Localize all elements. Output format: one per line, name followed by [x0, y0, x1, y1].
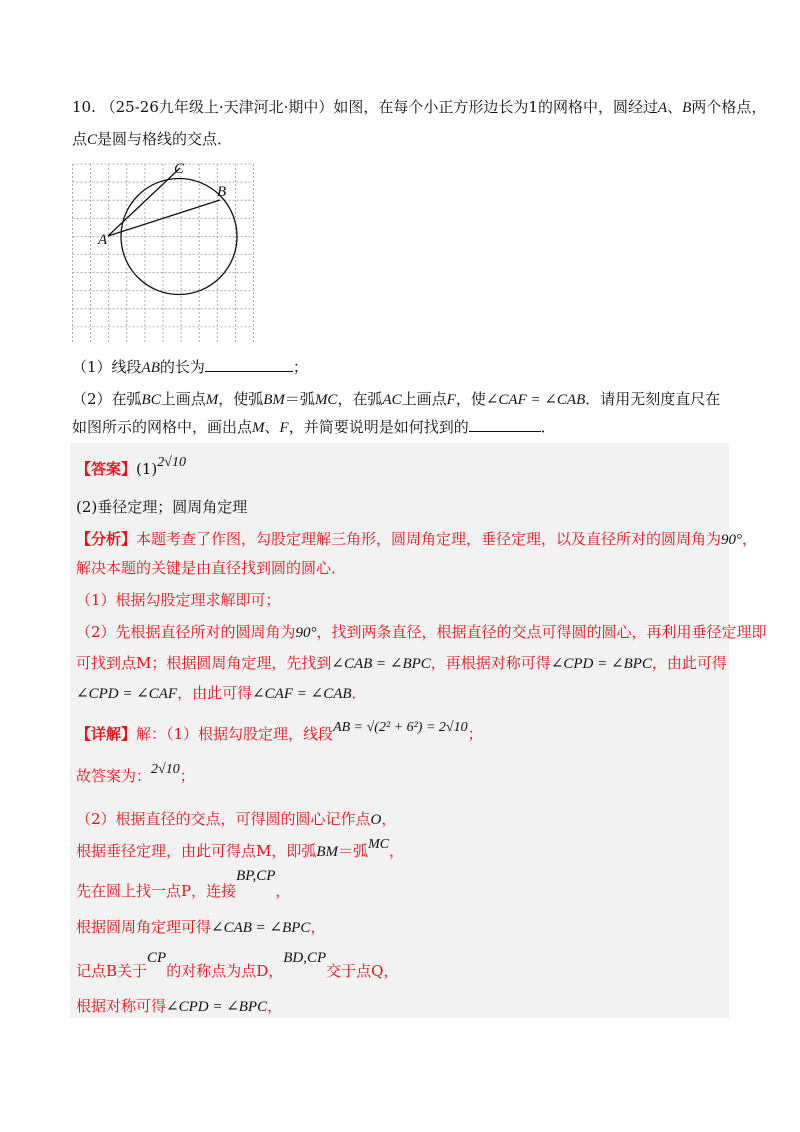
figure-label-b: B	[217, 184, 227, 200]
answer-blank-2[interactable]	[469, 417, 541, 432]
answer-line-2	[76, 496, 247, 518]
analysis-line-2: 解决本题的关键是由直径找到圆的圆心．	[76, 559, 347, 577]
question-line-1: 10. （25-26九年级上·天津河北·期中）如图，在每个小正方形边长为1的网格中，圆经过A、B两个格点，	[72, 98, 767, 116]
question-line-2: 点C是圆与格线的交点．	[72, 130, 233, 148]
detail-line-1: 【详解】解：（1）根据勾股定理，线段AB = √(2² + 6²) = 2√10；	[76, 720, 483, 743]
detail-line-3: （2）根据直径的交点，可得圆的圆心记作点O，	[76, 810, 397, 828]
detail-line-5: 先在圆上找一点P，连接BP,CP，	[76, 868, 291, 900]
answer-line-1: 【答案】(1)2√10	[76, 455, 186, 478]
answer-label: 【答案】	[76, 460, 137, 478]
part-1-line: （1）线段AB的长为 ；	[72, 358, 308, 376]
detail-line-8: 根据对称可得∠CPD = ∠BPC，	[76, 997, 283, 1015]
point-b-label: B	[682, 100, 692, 116]
geometry-figure-svg	[72, 160, 254, 342]
analysis-label: 【分析】	[76, 530, 137, 548]
question-number: 10.	[72, 98, 96, 116]
analysis-line-3: （1）根据勾股定理求解即可；	[76, 591, 281, 609]
figure-label-c: C	[174, 161, 185, 177]
analysis-line-5: 可找到点M；根据圆周角定理，先找到∠CAB = ∠BPC，再根据对称可得∠CPD = ∠BPC，由此可得	[76, 654, 727, 672]
part-2-line-1: （2）在弧BC上画点M，使弧BM＝弧MC，在弧AC上画点F，使∠CAF = ∠CAB．请用无刻度直尺在	[72, 390, 721, 408]
answer-1-value: 2√10	[157, 455, 186, 470]
grid-circle-figure	[72, 160, 254, 346]
point-a-label: A	[657, 100, 668, 116]
answer-blank-1[interactable]	[205, 357, 293, 372]
detail-line-7: 记点B关于CP的对称点为点D，BD,CP交于点Q，	[76, 950, 399, 980]
analysis-line-1: 【分析】本题考查了作图，勾股定理解三角形，圆周角定理，垂径定理，以及直径所对的圆周角为90°，	[76, 530, 758, 548]
point-c-label: C	[87, 132, 98, 148]
detail-line-6: 根据圆周角定理可得∠CAB = ∠BPC，	[76, 918, 326, 936]
detail-line-2: 故答案为：2√10；	[76, 762, 195, 785]
grid-lines	[73, 164, 254, 342]
analysis-line-4: （2）先根据直径所对的圆周角为90°，找到两条直径，根据直径的交点可得圆的圆心，再利用垂径定理即	[76, 623, 767, 641]
detail-label: 【详解】	[76, 725, 137, 743]
detail-line-4: 根据垂径定理，由此可得点M，即弧BM＝弧MC，	[76, 837, 405, 860]
figure-label-a: A	[98, 232, 108, 248]
question-source: （25-26九年级上·天津河北·期中）	[100, 98, 334, 116]
analysis-line-6: ∠CPD = ∠CAF，由此可得∠CAF = ∠CAB．	[76, 684, 367, 702]
part-2-line-2: 如图所示的网格中，画出点M、F，并简要说明是如何找到的 ．	[72, 418, 556, 436]
answer-2-value: (2)垂径定理；圆周角定理	[76, 498, 248, 516]
segment-ac	[108, 168, 180, 236]
